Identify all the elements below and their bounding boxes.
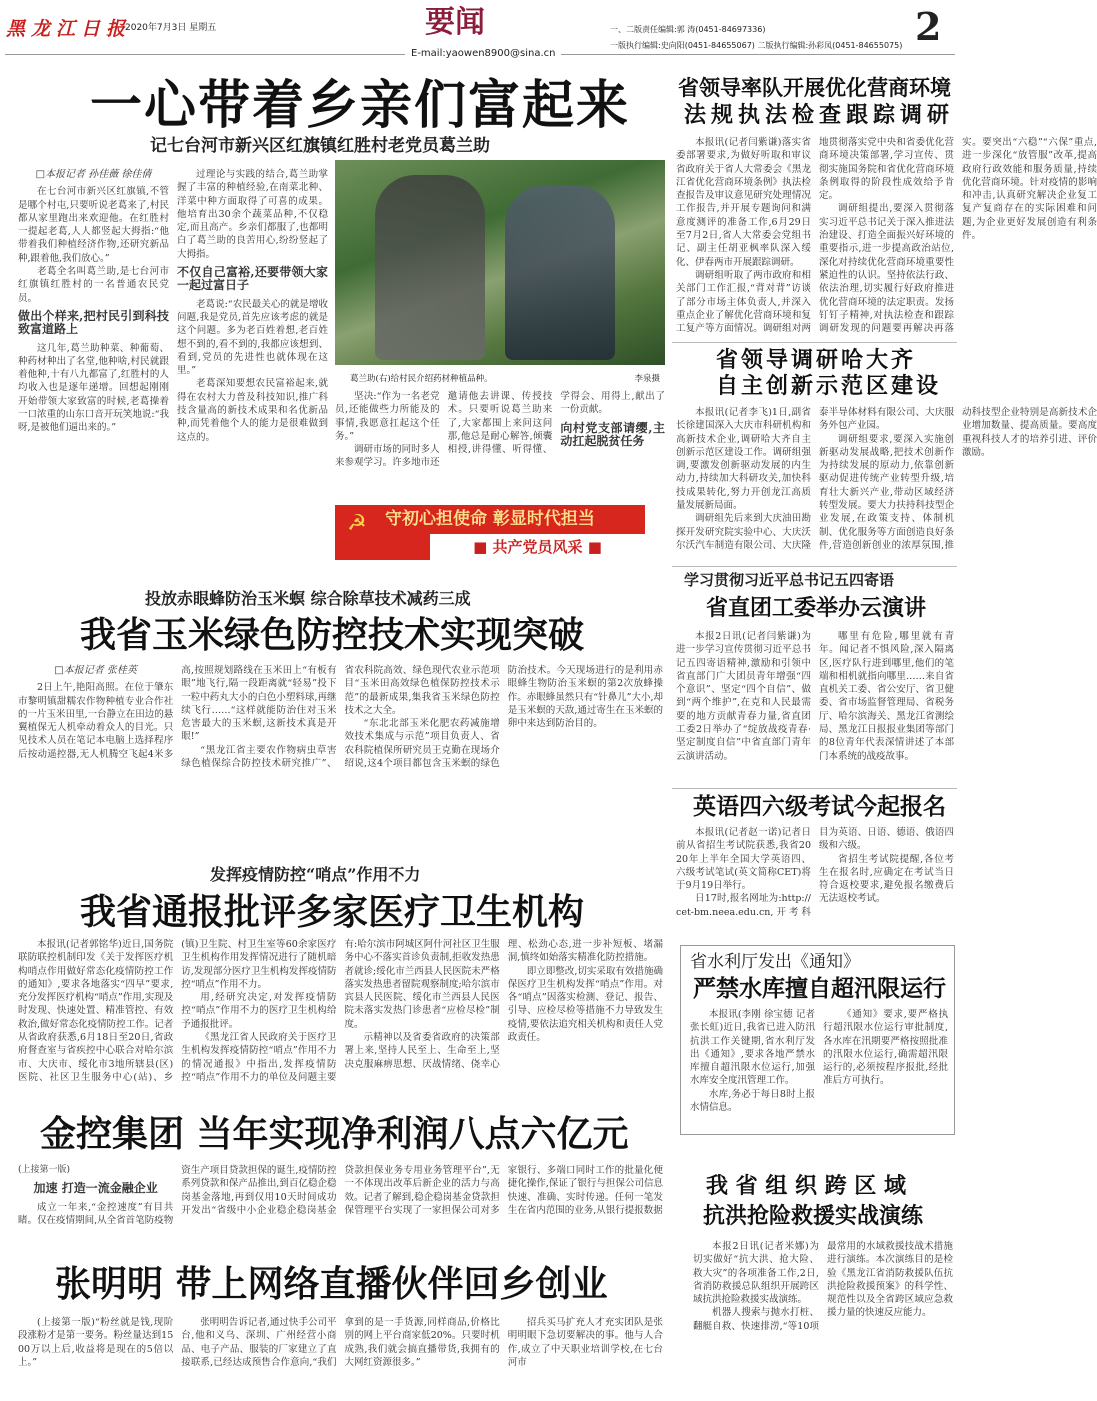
paragraph: 调研组要求,要深入实施创新驱动发展战略,把技术创新作为持续发展的原动力,依靠创新驱动促进传统产业转型升级,培育壮大新兴产业,带动区域经济转型发展。要大力扶持科技型企业发展,在政策支持、体制机制、优化服务等方面创造良好条件,营造创新创业的浓厚氛围,推动科技型企业特别是高新技术企业增加数量、提高质量。要高度重视科技人才的培养引进、评价激励。	[819, 407, 1097, 551]
lead-subtitle: 记七台河市新兴区红旗镇红胜村老党员葛兰助	[150, 136, 490, 156]
photo-person	[505, 185, 615, 360]
subheading: 向村党支部请缨,主动扛起脱贫任务	[560, 420, 665, 448]
regulation-article-body	[676, 136, 1097, 336]
paragraph: “东北北部玉米化肥农药减施增效技术集成与示范”项目负责人、省农科院植保所研究员王克勤在现场介绍说,这4个项目都包含玉米螟的绿色防治技术。今天现场进行的是利用赤眼蜂生物防治玉米螟的第2次放蜂操作。赤眼蜂虽然只有“针鼻儿”大小,却是玉米螟的天敌,通过寄生在玉米螟的卵中来达到防治目的。	[344, 665, 663, 770]
youth-kicker: 学习贯彻习近平总书记五四寄语	[684, 571, 895, 589]
reservoir-kicker: 省水利厅发出《通知》	[690, 952, 860, 972]
continued-note: (上接第一版)	[18, 1165, 71, 1175]
page-number: 2	[915, 4, 942, 49]
youth-headline: 省直团工委举办云演讲	[706, 596, 927, 621]
corn-headline: 我省玉米绿色防控技术实现突破	[80, 615, 585, 656]
paragraph: 本报讯(记者闫紫谦)落实省委部署要求,为做好听取和审议省政府关于省人大常委会《黑龙江省优化营商环境条例》执法检查报告及审议意见研究处理情况工作报告,并开展专题询问和满意度测评的准备工作,6月29日至7月2日,省人大常委会党组书记、副主任胡亚枫率队深入绥化、伊春两市开展跟踪调研。	[676, 137, 811, 268]
subheading: 不仅自己富裕,还要带领大家一起过富日子	[177, 265, 328, 293]
clinic-article-body	[18, 938, 663, 1110]
paragraph: 老葛说:“农民最关心的就是增收问题,我是党员,首先应该考虑的就是这个问题。多为老百姓着想,老百姓想不到的,看不到的,我都应该想到、看到,党员的先进性也就体现在这里。”	[177, 298, 328, 377]
paragraph: 老葛全名叫葛兰助,是七台河市红旗镇红胜村的一名普通农民党员。	[18, 266, 169, 304]
paragraph: 《通知》要求,要严格执行超汛限水位运行审批制度,各水库在汛期要严格按照批准的汛限水位运行,确需超汛限运行的,必须按程序报批,经批准后方可执行。	[823, 1009, 948, 1087]
paragraph: (上接第一版)“粉丝就是钱,现阶段涨粉才是第一要务。粉丝量达到1500万以上后,收益将是现在的5倍以上。”	[18, 1317, 174, 1368]
subheading: 做出个样来,把村民引到科技致富道路上	[18, 308, 169, 337]
paragraph: 本报讯(记者李飞)1日,副省长徐建国深入大庆市科研机构和高新技术企业,调研哈大齐自主创新示范区建设工作。调研组强调,要激发创新驱动发展的内生动力,持续加大科研攻关,加快科技成果转化,努力开创龙江高质量发展新局面。	[676, 407, 811, 512]
editor-line: 一、二版责任编辑:郭 涛(0451-84697336)	[610, 25, 766, 34]
zhang-headline: 张明明 带上网络直播伙伴回乡创业	[55, 1264, 608, 1305]
photo-credit: 李泉摄	[634, 374, 660, 384]
cet-article-body	[676, 826, 954, 940]
photo-person	[375, 175, 485, 360]
paragraph: 调研组先后来到大庆油田勘探开发研究院实验中心、大庆沃尔沃汽车制造有限公司、大庆隆泰半导体材料有限公司、大庆服务外包产业园。	[676, 407, 954, 551]
corn-article-body	[18, 664, 663, 854]
paragraph: 调研市场的同时多人来参观学习。许多地市还邀请他去讲课、传授技术。只要听说葛兰助来了,大家都围上来问这问那,他总是耐心解答,倾囊相授,讲得懂、听得懂、学得会、用得上,献出了一份贡献。	[335, 391, 665, 469]
regulation-headline-2: 法规执法检查跟踪调研	[684, 103, 955, 128]
party-member-banner	[335, 505, 645, 560]
paragraph: 日17时,报名网址为:http://cet-bm.neea.edu.cn,开考科目为英语、日语、德语、俄语四级和六级。	[676, 827, 954, 918]
paragraph: 即立即整改,切实采取有效措施确保医疗卫生机构发挥“哨点”作用。对各“哨点”因落实检测、登记、报告、引导、应检尽检等措施不力导致发生疫情,要依法追究相关机构和责任人党政责任。	[507, 965, 663, 1044]
lead-headline: 一心带着乡亲们富起来	[90, 76, 631, 136]
innovation-headline-2: 自主创新示范区建设	[716, 374, 942, 399]
paragraph: 《黑龙江省人民政府关于医疗卫生机构发挥疫情防控“哨点”作用不力的情况通报》中指出,发挥疫情防控“哨点”作用不力的单位及问题主要有:哈尔滨市阿城区阿什河社区卫生服务中心不落实首诊负责制,拒收发热患者就诊;绥化市兰西县人民医院未严格落实发热患者留院观察制度;哈尔滨市宾县人民医院、绥化市兰西县人民医院未落实发热门诊患者“应检尽检”制度。	[181, 939, 500, 1083]
cet-headline: 英语四六级考试今起报名	[693, 794, 946, 820]
reservoir-article-body	[690, 1008, 948, 1130]
lead-article-continued	[335, 390, 665, 500]
paragraph: 本报2日讯(记者米娜)为切实做好“抗大洪、抢大险、救大灾”的各项准备工作,2日,省消防救援总队组织开展跨区域抗洪抢险救援实战演练。	[693, 1241, 819, 1306]
paragraph: 用,经研究决定,对发挥疫情防控“哨点”作用不力的医疗卫生机构给予通报批评。	[181, 992, 337, 1030]
paragraph: 2日上午,艳阳高照。在位于肇东市黎明镇甜糯农作物种植专业合作社的一片玉米田里,一台静立在田边的悬翼植保无人机牵动着众人的目光。只见技术人员在笔记本电脑上选择程序后按动遥控器,无人机腾空飞起4米多高,按照规划路线在玉米田上“有板有眼”地飞行,隔一段距离就“轻易”投下一粒中药丸大小的白色小塑料球,再继续飞行……“这样就能防治住对玉米危害最大的玉米螟,这新技术真是开眼!”	[18, 665, 337, 760]
innovation-article-body	[676, 406, 1097, 556]
paragraph: 本报2日讯(记者闫紫谦)为进一步学习宣传贯彻习近平总书记五四寄语精神,激励和引领中省直部门广大团员青年增强“四个意识”、坚定“四个自信”、做到“两个维护”,在克和人民最需要的地方贡献青春力量,省直团工委2日举办了“绽放战疫青春·坚定制度自信”中省直部门青年云演讲活动。	[676, 631, 811, 762]
drill-headline-2: 抗洪抢险救援实战演练	[703, 1204, 924, 1229]
clinic-kicker: 发挥疫情防控“哨点”作用不力	[210, 865, 421, 884]
clinic-headline: 我省通报批评多家医疗卫生机构	[80, 892, 585, 933]
section-email: E-mail:yaowen8900@sina.cn	[405, 48, 561, 59]
finance-headline: 金控集团 当年实现净利润八点六亿元	[40, 1114, 629, 1155]
byline: □本报记者 张桂英	[54, 665, 137, 676]
paragraph: 坚决:“作为一名老党员,还能做些力所能及的事情,我愿意扛起这个任务。”	[335, 391, 440, 442]
paragraph: 省招生考试院提醒,各位考生在报名时,应确定在考试当日符合返校要求,避免报名缴费后无法返校考试。	[819, 853, 954, 905]
regulation-headline-1: 省领导率队开展优化营商环境	[678, 76, 951, 100]
lead-article-body	[18, 168, 328, 563]
corn-kicker: 投放赤眼蜂防治玉米螟 综合除草技术减药三成	[145, 589, 471, 608]
paragraph: 在七台河市新兴区红旗镇,不管是哪个村屯,只要听说老葛来了,村民都从家里跑出来欢迎他。在红胜村一提起老葛,人人都竖起大拇指:“他带着我们种植经济作物,还研究新品种,跟着他,我们放心。”	[18, 186, 169, 264]
section-title: 要闻	[425, 5, 485, 40]
caption-text: 葛兰助(右)给村民介绍药材种植品种。	[350, 374, 493, 384]
paragraph: 招兵买马扩充人才充实团队是张明明眼下急切要解决的事。他与人合作,成立了中天职业培训学校,在七台河市	[507, 1317, 663, 1368]
paragraph: 机器人搜索与抛水打桩、翻艇自救、快速排涝,“等10项最常用的水域救援技战术措施进行演练。本次演练目的是检验《黑龙江省消防救援队伍抗洪抢险救援预案》的科学性、规范性以及全省跨区域应急救援力量的快速反应能力。	[693, 1241, 953, 1332]
editors	[610, 22, 902, 54]
editor-line: 一版执行编辑:史向阳(0451-84655067) 二版执行编辑:孙彩凤(0451-84655075)	[610, 41, 903, 50]
banner-column-name: ■ 共产党员风采 ■	[430, 534, 645, 560]
innovation-headline-1: 省领导调研哈大齐	[716, 348, 917, 373]
drill-headline-1: 我 省 组 织 跨 区 域	[706, 1174, 906, 1199]
newspaper-logo: 黑龙江日报	[6, 18, 132, 40]
paragraph: 哪里有危险,哪里就有青年。闻记者不惧风险,深入隔离区,医疗队行进到哪里,他们的笔端和相机就指向哪里……来自省直机关工委、省公安厅、省卫健委、省市场监督管理局、省税务厅、哈尔滨海关、黑龙江省测绘局、黑龙江日报报业集团等部门的8位青年代表深情讲述了本部门本系统的战疫故事。	[819, 631, 954, 762]
paragraph: 成立一年来,“金控速度”有目共睹。仅在疫情期间,从全省首笔防疫物资生产项目贷款担保的诞生,疫情防控系列贷款和保产品推出,到百亿稳企稳岗基金落地,再到仅用10天时间成功开发出“省级中小企业稳企稳岗基金贷款担保业务专用业务管理平台”,无一不体现出改革后新企业的活力与高效。记者了解到,稳企稳岗基金贷款担保管理平台实现了一家担保公司对多家银行、多端口同时工作的批量化便捷化操作,保证了银行与担保公司信息快速、准确、实时传递。任何一笔发生在省内范围的业务,从银行提报数据	[18, 1165, 663, 1226]
zhang-article-body	[18, 1316, 663, 1398]
paragraph: 这几年,葛兰助种菜、种葡萄、种药材种出了名堂,他种啥,村民就跟着他种,十有八九都富了,红胜村的人均收入也是逐年递增。回想起刚刚开始带领大家致富的时候,老葛操着一口浓重的山东口音开玩笑地说:“我呀,是被他们逼出来的。”	[18, 342, 169, 434]
paragraph: “黑龙江省主要农作物病虫草害绿色植保综合防控技术研究推广”、省农科院高效、绿色现代农业示范项目“玉米田高效绿色植保防控技术示范”的最新成果,集我省玉米绿色防控技术之大全。	[181, 665, 500, 770]
byline: □本报记者 孙佳薇 徐佳倩	[35, 169, 152, 180]
paragraph: 调研组听取了两市政府和相关部门工作汇报,“背对背”访谈了部分市场主体负责人,并深入重点企业了解优化营商环境和复工复产等方面情况。调研组对两地贯彻落实党中央和省委优化营商环境决策部署,学习宣传、贯彻实施国务院和省优化营商环境条例取得的阶段性成效给予肯定。	[676, 137, 954, 335]
party-emblem-icon: ☭	[347, 511, 367, 536]
paragraph: 张明明告诉记者,通过快手公司平台,他和义乌、深圳、广州经营小商品、电子产品、服装的厂家建立了直接联系,已经达成预售合作意向,“我们拿到的是一手货源,同样商品,价格比别的网上平台商家低20%。只要时机成熟,我们就会搞直播带货,我拥有的大网红资源很多。”	[181, 1317, 500, 1368]
paragraph: 示精神以及省委省政府的决策部署上来,坚持人民至上、生命至上,坚决克服麻痹思想、厌战情绪、侥幸心理、松劲心态,进一步补短板、堵漏洞,慎终如始落实精准化防控措施。	[344, 939, 663, 1070]
paragraph: 本报讯(记者郭铭华)近日,国务院联防联控机制印发《关于发挥医疗机构哨点作用做好常态化疫情防控工作的通知》,要求各地落实“四早”要求,充分发挥医疗机构“哨点”作用,实现及时发现、快速处置、精准管控、有效救治,做好常态化疫情防控工作。记者从省政府获悉,6月18日至20日,省政府督查室与省疾控中心联合对哈尔滨市、大庆市、绥化市3地所辖县(区)医院、社区卫生服务中心(站)、乡(镇)卫生院、村卫生室等60余家医疗卫生机构作用发挥情况进行了随机暗访,发现部分医疗卫生机构发挥疫情防控“哨点”作用不力。	[18, 939, 337, 1083]
issue-date: 2020年7月3日 星期五	[125, 23, 217, 33]
paragraph: 老葛深知要想农民富裕起来,就得在农村大力普及科技知识,推广科技含量高的新技术成果和名优新品种,而凭着他个人的能力是很难做到这点的。	[177, 378, 328, 443]
banner-slogan: 守初心担使命 彰显时代担当	[385, 509, 595, 529]
finance-article-body	[18, 1164, 663, 1248]
drill-article-body	[693, 1240, 953, 1390]
paragraph: 调研组提出,要深入贯彻落实习近平总书记关于深入推进法治建设、打造全面振兴好环境的重要指示,进一步提高政治站位,深化对持续优化营商环境重要性紧迫性的认识。坚持依法行政、依法治理,切实履行好政府推进优化营商环境的法定职责。发扬钉钉子精神,对执法检查和跟踪调研发现的问题要再解决再落实。要突出“六稳”“六保”重点,进一步深化“放管服”改革,提高政府行政效能和服务质量,持续优化营商环境。针对疫情的影响和冲击,认真研究解决企业复工复产复商存在的实际困难和问题,为企业更好发展创造有利条件。	[819, 137, 1097, 335]
paragraph: 水库,务必于每日8时上报水情信息。	[690, 1088, 815, 1114]
paragraph: 本报讯(记者赵一诺)记者日前从省招生考试院获悉,我省2020年上半年全国大学英语四、六级考试笔试(英文简称CET)将于9月19日举行。	[676, 827, 811, 892]
photo-caption	[350, 372, 660, 384]
paragraph: 本报讯(李刚 徐宝德 记者张长虹)近日,我省已进入防汛抗洪工作关键期,省水利厅发出《通知》,要求各地严禁水库擅自超汛限水位运行,加强水库安全度汛管理工作。	[690, 1009, 815, 1087]
paragraph: 过理论与实践的结合,葛兰助掌握了丰富的种植经验,在南菜北种、洋菜中种方面取得了可喜的成果。他培育出30余个蔬菜品种,不仅稳定,而且高产。乡亲们都服了,也都明白了葛兰助的良苦用心,纷纷竖起了大拇指。	[177, 169, 328, 260]
reservoir-headline: 严禁水库擅自超汛限运行	[693, 976, 946, 1002]
youth-article-body	[676, 630, 954, 780]
subheading: 加速 打造一流金融企业	[33, 1181, 158, 1196]
